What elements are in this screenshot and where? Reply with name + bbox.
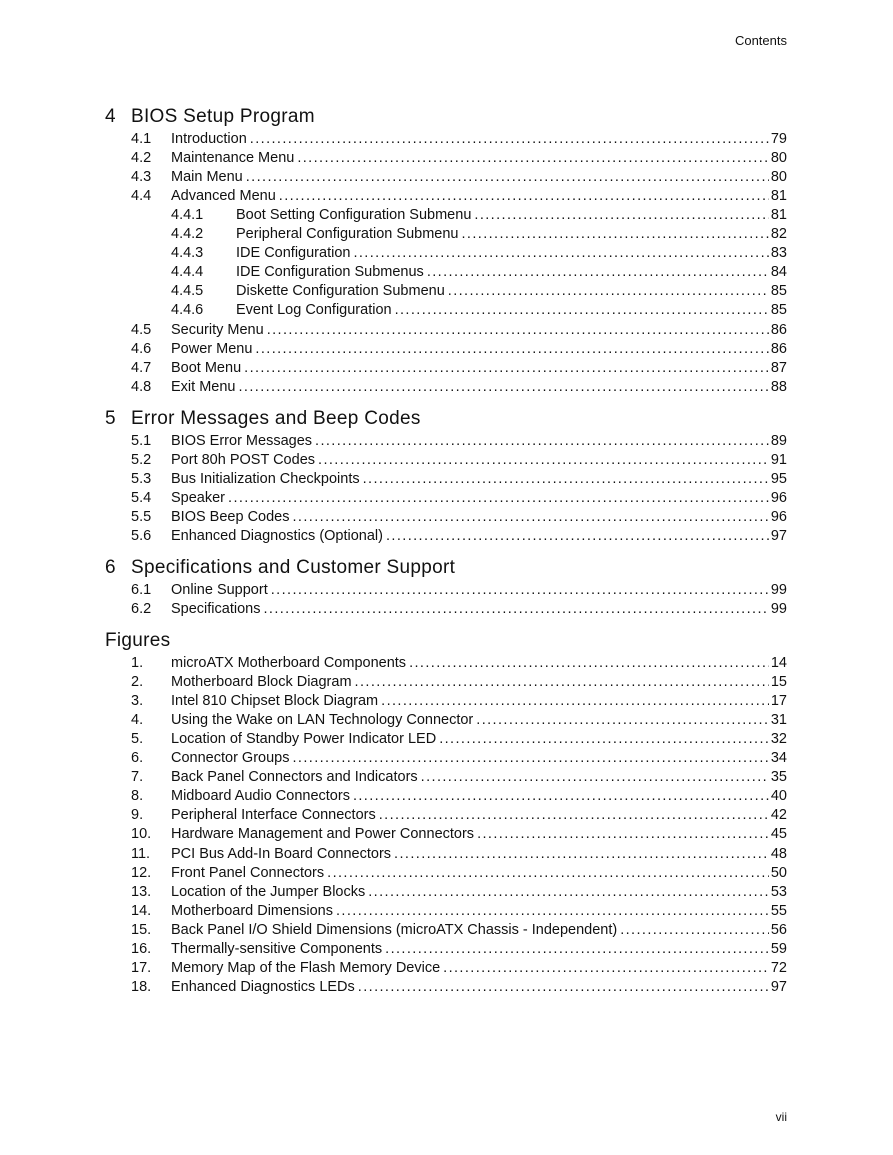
toc-entry[interactable] bbox=[131, 508, 787, 527]
toc-entry[interactable] bbox=[131, 845, 787, 864]
dot-leader bbox=[386, 527, 769, 546]
entry-title: BIOS Error Messages bbox=[171, 433, 313, 449]
entry-number: 4.4.5 bbox=[171, 283, 204, 300]
entry-page-number: 97 bbox=[770, 528, 787, 545]
entry-title: Boot Menu bbox=[171, 359, 242, 376]
entry-page-number: 80 bbox=[770, 169, 787, 186]
entry-page-number: 15 bbox=[770, 674, 787, 691]
toc-entry[interactable] bbox=[131, 527, 787, 546]
entry-title: Motherboard Block Diagram bbox=[171, 674, 352, 691]
entry-page-number: 84 bbox=[770, 264, 787, 281]
entry-page-number: 87 bbox=[770, 359, 787, 376]
entry-page-number: 82 bbox=[770, 226, 787, 243]
section-number: 4 bbox=[105, 106, 116, 127]
entry-number: 4.5 bbox=[131, 321, 152, 338]
entry-title: Back Panel I/O Shield Dimensions (microATX Chassis - Independent) bbox=[171, 921, 618, 938]
section-heading bbox=[105, 557, 455, 579]
toc-entry[interactable] bbox=[131, 168, 787, 187]
entry-title: PCI Bus Add-In Board Connectors bbox=[171, 845, 392, 862]
entry-page-number: 91 bbox=[770, 452, 787, 469]
entry-title: Exit Menu bbox=[171, 378, 236, 395]
entry-title: Location of the Jumper Blocks bbox=[171, 883, 366, 900]
toc-entry[interactable] bbox=[131, 978, 787, 997]
toc-entry[interactable] bbox=[131, 692, 787, 711]
section-title: BIOS Setup Program bbox=[131, 106, 315, 127]
entry-page-number: 31 bbox=[770, 712, 787, 729]
entry-page-number: 99 bbox=[770, 582, 787, 598]
entry-page-number: 40 bbox=[770, 788, 787, 805]
entry-page-number: 95 bbox=[770, 471, 787, 488]
toc-entry[interactable] bbox=[131, 378, 787, 397]
entry-title: Event Log Configuration bbox=[236, 302, 392, 319]
toc-entry[interactable] bbox=[171, 301, 787, 320]
toc-entry[interactable] bbox=[131, 940, 787, 959]
dot-leader bbox=[476, 711, 769, 730]
dot-leader bbox=[244, 359, 769, 378]
entry-page-number: 85 bbox=[770, 283, 787, 300]
entry-number: 2. bbox=[131, 674, 144, 691]
dot-leader bbox=[315, 432, 769, 451]
entry-title: Port 80h POST Codes bbox=[171, 452, 316, 469]
entry-page-number: 53 bbox=[770, 883, 787, 900]
dot-leader bbox=[368, 883, 769, 902]
entry-title: BIOS Beep Codes bbox=[171, 509, 290, 526]
running-header: Contents bbox=[734, 33, 787, 48]
toc-entry[interactable] bbox=[131, 654, 787, 673]
entry-number: 5.6 bbox=[131, 528, 152, 545]
entry-number: 5. bbox=[131, 731, 144, 748]
entry-page-number: 83 bbox=[770, 245, 787, 262]
dot-leader bbox=[358, 978, 769, 997]
entry-page-number: 89 bbox=[770, 433, 787, 449]
entry-title: Diskette Configuration Submenu bbox=[236, 283, 445, 300]
toc-entry[interactable] bbox=[131, 768, 787, 787]
entry-title: Enhanced Diagnostics LEDs bbox=[171, 978, 355, 995]
entry-number: 5.2 bbox=[131, 452, 152, 469]
entry-number: 6. bbox=[131, 750, 144, 767]
dot-leader bbox=[443, 959, 769, 978]
dot-leader bbox=[292, 749, 768, 768]
dot-leader bbox=[246, 168, 769, 187]
dot-leader bbox=[297, 149, 769, 168]
entry-title: Security Menu bbox=[171, 321, 264, 338]
toc-entry[interactable] bbox=[171, 206, 787, 225]
entry-title: Front Panel Connectors bbox=[171, 864, 325, 881]
section-title: Specifications and Customer Support bbox=[131, 557, 456, 578]
entry-number: 10. bbox=[131, 826, 152, 843]
entry-number: 4.7 bbox=[131, 359, 152, 376]
entry-number: 17. bbox=[131, 959, 152, 976]
dot-leader bbox=[385, 940, 769, 959]
entry-title: Maintenance Menu bbox=[171, 150, 295, 167]
entry-page-number: 81 bbox=[770, 207, 787, 224]
entry-number: 11. bbox=[131, 845, 151, 862]
entry-title: Motherboard Dimensions bbox=[171, 902, 333, 919]
dot-leader bbox=[238, 378, 768, 397]
entry-number: 3. bbox=[131, 693, 144, 710]
entry-page-number: 72 bbox=[770, 959, 787, 976]
entry-page-number: 88 bbox=[770, 378, 787, 395]
entry-title: Midboard Audio Connectors bbox=[171, 788, 350, 805]
dot-leader bbox=[461, 225, 768, 244]
entry-page-number: 79 bbox=[770, 131, 787, 147]
dot-leader bbox=[379, 806, 769, 825]
entry-page-number: 99 bbox=[770, 601, 787, 618]
entry-number: 6.1 bbox=[131, 582, 152, 598]
dot-leader bbox=[279, 187, 769, 206]
entry-title: Hardware Management and Power Connectors bbox=[171, 826, 475, 843]
entry-page-number: 96 bbox=[770, 490, 787, 507]
entry-number: 4.4.6 bbox=[171, 302, 204, 319]
entry-title: Peripheral Configuration Submenu bbox=[236, 226, 459, 243]
entry-page-number: 55 bbox=[770, 902, 787, 919]
entry-title: Bus Initialization Checkpoints bbox=[171, 471, 360, 488]
toc-entry[interactable] bbox=[131, 359, 787, 378]
entry-page-number: 34 bbox=[770, 750, 787, 767]
toc-entry[interactable] bbox=[131, 864, 787, 883]
entry-title: Power Menu bbox=[171, 340, 253, 357]
toc-entry[interactable] bbox=[131, 489, 787, 508]
section-title: Error Messages and Beep Codes bbox=[131, 408, 421, 429]
entry-number: 4. bbox=[131, 712, 144, 729]
dot-leader bbox=[327, 864, 769, 883]
toc-entry[interactable] bbox=[131, 711, 787, 730]
entry-title: IDE Configuration Submenus bbox=[236, 264, 424, 281]
toc-entry[interactable] bbox=[131, 581, 787, 600]
entry-page-number: 14 bbox=[770, 655, 787, 671]
dot-leader bbox=[427, 263, 769, 282]
entry-page-number: 50 bbox=[770, 864, 787, 881]
toc-entry[interactable] bbox=[131, 825, 787, 844]
toc-entry[interactable] bbox=[131, 321, 787, 340]
entry-title: Specifications bbox=[171, 601, 261, 618]
entry-page-number: 59 bbox=[770, 940, 787, 957]
entry-page-number: 86 bbox=[770, 340, 787, 357]
entry-number: 4.4.1 bbox=[171, 207, 204, 224]
dot-leader bbox=[318, 451, 769, 470]
toc-entry[interactable] bbox=[131, 130, 787, 149]
entry-title: IDE Configuration bbox=[236, 245, 351, 262]
toc-entry[interactable] bbox=[131, 149, 787, 168]
entry-page-number: 17 bbox=[770, 693, 787, 710]
section-heading bbox=[105, 630, 170, 652]
toc-entry[interactable] bbox=[131, 749, 787, 768]
entry-number: 4.1 bbox=[131, 131, 152, 147]
entry-number: 9. bbox=[131, 807, 144, 824]
dot-leader bbox=[620, 921, 769, 940]
dot-leader bbox=[263, 600, 768, 619]
dot-leader bbox=[381, 692, 769, 711]
entry-title: Boot Setting Configuration Submenu bbox=[236, 207, 472, 224]
entry-page-number: 48 bbox=[770, 845, 787, 862]
entry-title: Back Panel Connectors and Indicators bbox=[171, 769, 418, 786]
entry-number: 4.2 bbox=[131, 150, 152, 167]
toc-entry[interactable] bbox=[171, 263, 787, 282]
dot-leader bbox=[293, 508, 769, 527]
entry-title: Online Support bbox=[171, 582, 268, 598]
entry-title: Connector Groups bbox=[171, 750, 290, 767]
toc-entry[interactable] bbox=[131, 187, 787, 206]
entry-number: 5.4 bbox=[131, 490, 152, 507]
entry-page-number: 35 bbox=[770, 769, 787, 786]
toc-entry[interactable] bbox=[131, 470, 787, 489]
entry-number: 16. bbox=[131, 940, 152, 957]
section-title: Figures bbox=[105, 630, 171, 651]
dot-leader bbox=[394, 845, 769, 864]
dot-leader bbox=[355, 673, 769, 692]
dot-leader bbox=[353, 244, 768, 263]
entry-page-number: 96 bbox=[770, 509, 787, 526]
entry-number: 4.4 bbox=[131, 188, 152, 205]
toc-entry[interactable] bbox=[131, 340, 787, 359]
entry-number: 5.1 bbox=[131, 433, 152, 449]
dot-leader bbox=[439, 730, 769, 749]
section-number: 5 bbox=[105, 408, 116, 429]
dot-leader bbox=[250, 130, 769, 149]
section-number: 6 bbox=[105, 557, 116, 578]
dot-leader bbox=[228, 489, 769, 508]
entry-number: 7. bbox=[131, 769, 144, 786]
entry-title: Main Menu bbox=[171, 169, 243, 186]
toc-entry[interactable] bbox=[131, 451, 787, 470]
toc-entry[interactable] bbox=[131, 787, 787, 806]
entry-number: 4.4.2 bbox=[171, 226, 204, 243]
dot-leader bbox=[477, 825, 769, 844]
entry-page-number: 32 bbox=[770, 731, 787, 748]
entry-page-number: 85 bbox=[770, 302, 787, 319]
entry-title: microATX Motherboard Components bbox=[171, 655, 407, 671]
entry-number: 14. bbox=[131, 902, 152, 919]
entry-page-number: 97 bbox=[770, 978, 787, 995]
dot-leader bbox=[448, 282, 769, 301]
dot-leader bbox=[267, 321, 769, 340]
toc-entry[interactable] bbox=[131, 432, 787, 451]
dot-leader bbox=[271, 581, 769, 600]
dot-leader bbox=[395, 301, 769, 320]
dot-leader bbox=[474, 206, 768, 225]
entry-number: 4.4.3 bbox=[171, 245, 204, 262]
toc-entry[interactable] bbox=[131, 673, 787, 692]
toc-entry[interactable] bbox=[131, 959, 787, 978]
entry-number: 4.3 bbox=[131, 169, 152, 186]
toc-entry[interactable] bbox=[171, 225, 787, 244]
entry-title: Memory Map of the Flash Memory Device bbox=[171, 959, 441, 976]
toc-entry[interactable] bbox=[131, 921, 787, 940]
entry-title: Introduction bbox=[171, 131, 247, 147]
dot-leader bbox=[353, 787, 769, 806]
entry-number: 1. bbox=[131, 655, 144, 671]
entry-title: Speaker bbox=[171, 490, 226, 507]
entry-title: Advanced Menu bbox=[171, 188, 276, 205]
entry-number: 8. bbox=[131, 788, 144, 805]
toc-entry[interactable] bbox=[131, 600, 787, 619]
entry-number: 4.8 bbox=[131, 378, 152, 395]
section-heading bbox=[105, 106, 315, 128]
dot-leader bbox=[336, 902, 769, 921]
entry-title: Intel 810 Chipset Block Diagram bbox=[171, 693, 379, 710]
entry-page-number: 80 bbox=[770, 150, 787, 167]
entry-title: Location of Standby Power Indicator LED bbox=[171, 731, 437, 748]
entry-page-number: 81 bbox=[770, 188, 787, 205]
entry-title: Using the Wake on LAN Technology Connector bbox=[171, 712, 474, 729]
entry-number: 18. bbox=[131, 978, 152, 995]
entry-number: 15. bbox=[131, 921, 152, 938]
entry-number: 12. bbox=[131, 864, 152, 881]
entry-title: Peripheral Interface Connectors bbox=[171, 807, 376, 824]
entry-number: 13. bbox=[131, 883, 152, 900]
entry-page-number: 42 bbox=[770, 807, 787, 824]
page-number: vii bbox=[775, 1110, 787, 1124]
entry-number: 4.4.4 bbox=[171, 264, 204, 281]
dot-leader bbox=[255, 340, 768, 359]
entry-number: 6.2 bbox=[131, 601, 152, 618]
section-heading bbox=[105, 408, 421, 430]
entry-page-number: 86 bbox=[770, 321, 787, 338]
toc-entry[interactable] bbox=[131, 806, 787, 825]
dot-leader bbox=[409, 654, 769, 673]
entry-page-number: 45 bbox=[770, 826, 787, 843]
toc-entry[interactable] bbox=[131, 902, 787, 921]
toc-entry[interactable] bbox=[171, 244, 787, 263]
toc-entry[interactable] bbox=[171, 282, 787, 301]
toc-entry[interactable] bbox=[131, 730, 787, 749]
entry-number: 4.6 bbox=[131, 340, 152, 357]
entry-page-number: 56 bbox=[770, 921, 787, 938]
dot-leader bbox=[363, 470, 769, 489]
dot-leader bbox=[421, 768, 769, 787]
toc-entry[interactable] bbox=[131, 883, 787, 902]
entry-number: 5.5 bbox=[131, 509, 152, 526]
entry-title: Enhanced Diagnostics (Optional) bbox=[171, 528, 383, 545]
entry-number: 5.3 bbox=[131, 471, 152, 488]
entry-title: Thermally-sensitive Components bbox=[171, 940, 383, 957]
